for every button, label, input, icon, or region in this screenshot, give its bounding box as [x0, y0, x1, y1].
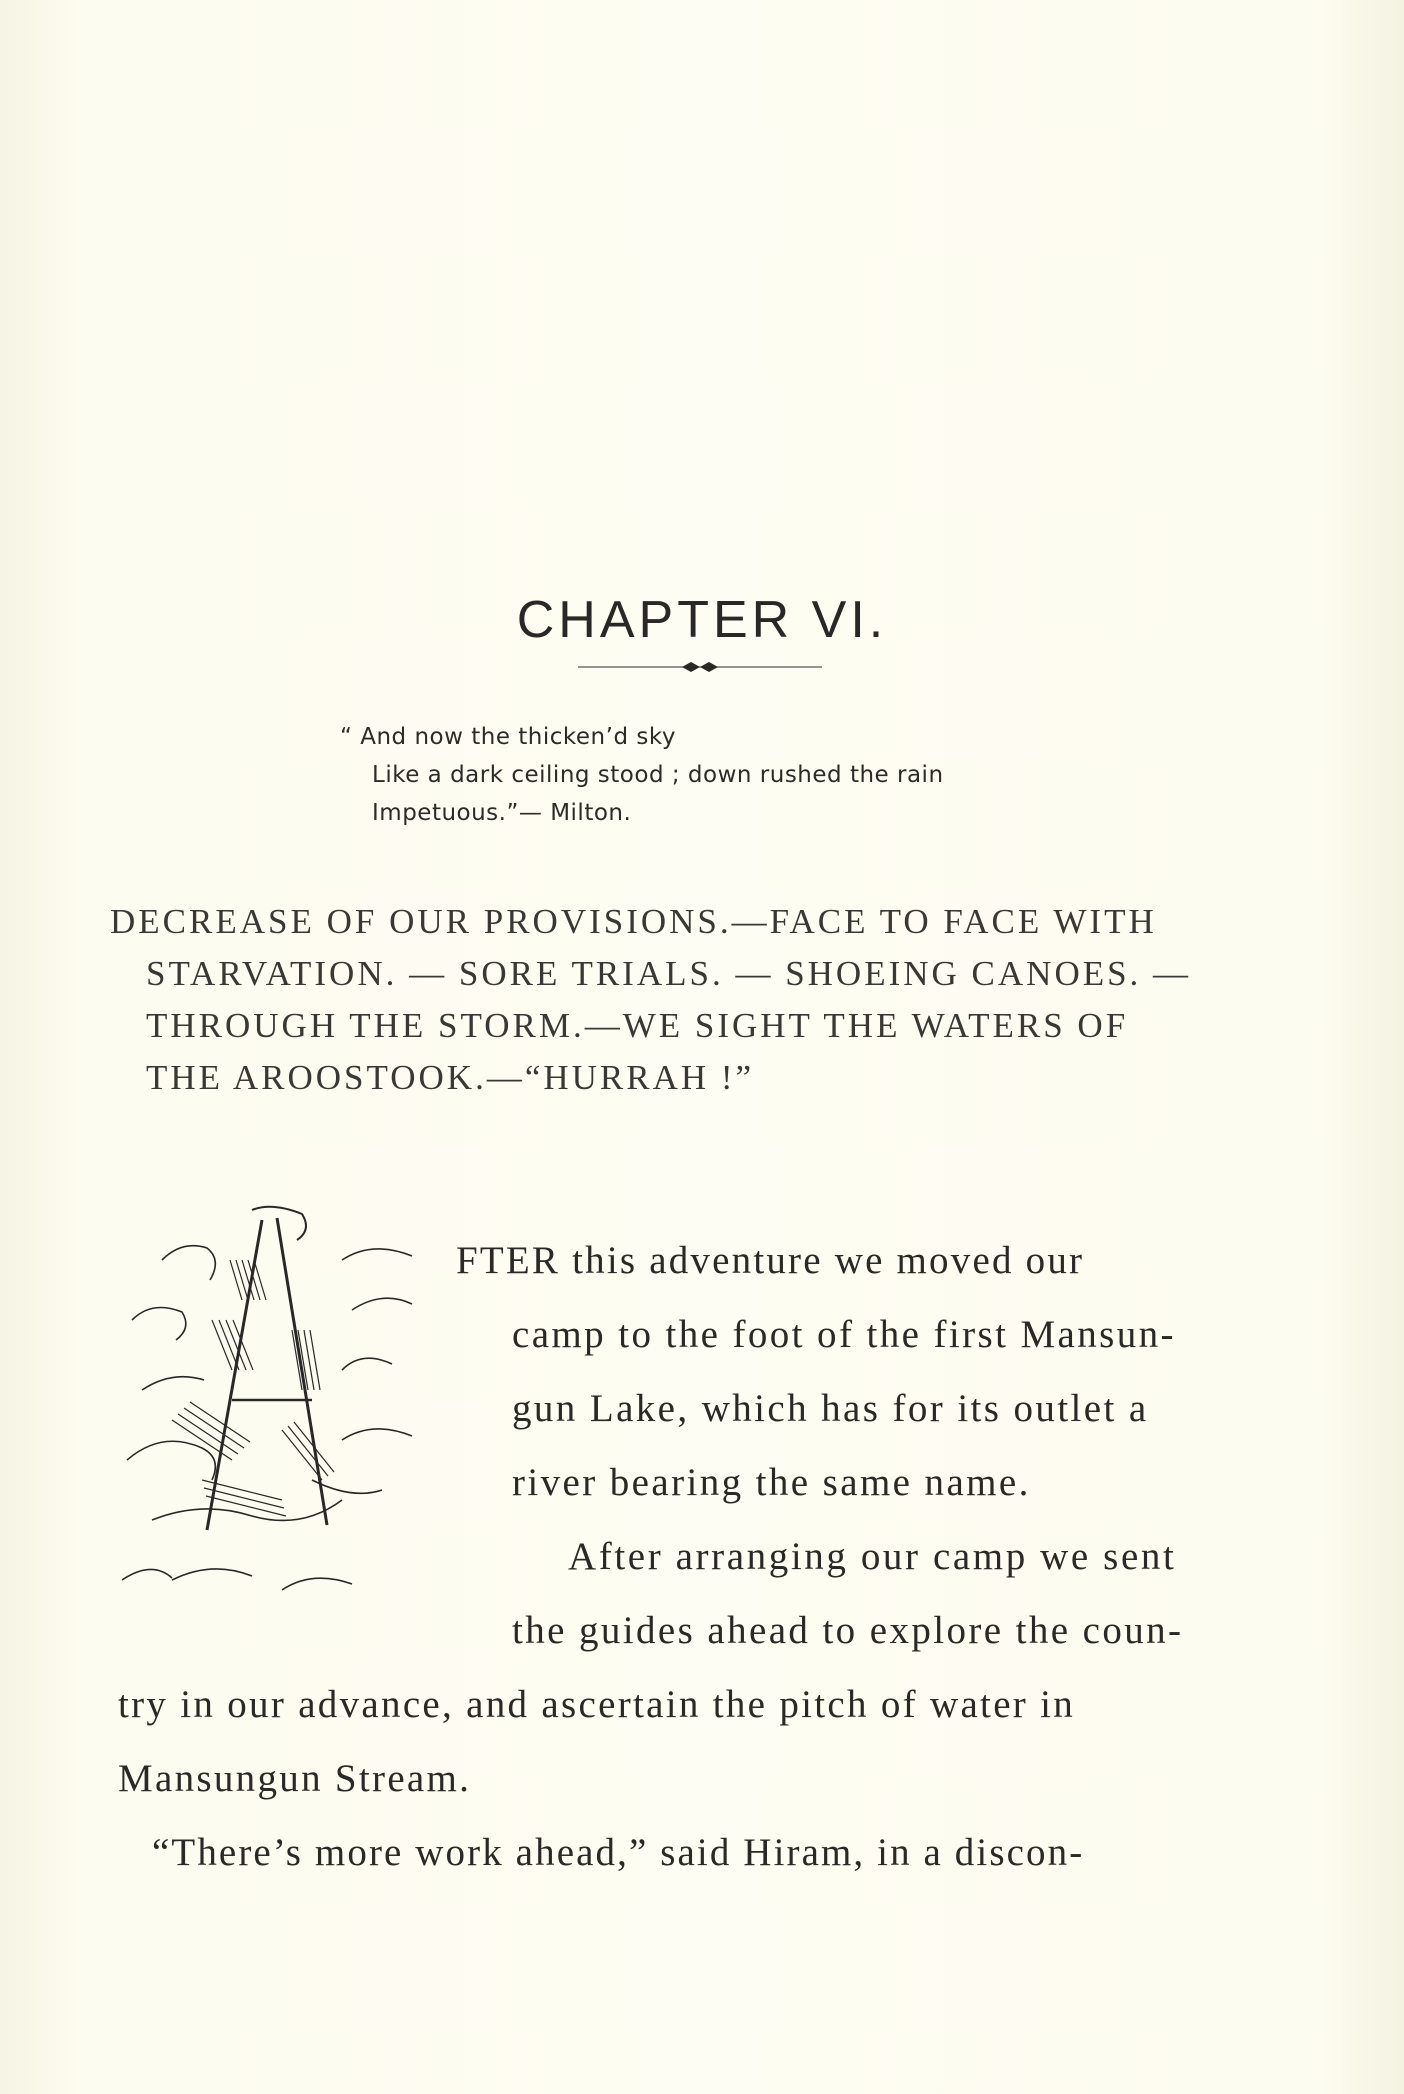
body-line: try in our advance, and ascertain the pitch of water in: [118, 1683, 1076, 1726]
epigraph: [340, 718, 944, 832]
synopsis-line: THROUGH THE STORM.—WE SIGHT THE WATERS OF: [146, 1006, 1129, 1045]
body-line: After arranging our camp we sent: [568, 1535, 1177, 1578]
epigraph-line: “ And now the thicken’d sky: [340, 724, 676, 750]
drop-cap-illustration: [112, 1200, 472, 1630]
body-line: “There’s more work ahead,” said Hiram, in a discon-: [152, 1831, 1085, 1874]
epigraph-line: Like a dark ceiling stood ; down rushed the rain: [372, 762, 944, 788]
body-line: the guides ahead to explore the coun-: [512, 1609, 1184, 1652]
synopsis-line: DECREASE OF OUR PROVISIONS.—FACE TO FACE WITH: [110, 902, 1157, 941]
body-line: camp to the foot of the first Mansun-: [512, 1313, 1176, 1356]
body-line: Mansungun Stream.: [118, 1757, 472, 1800]
synopsis-line: STARVATION. — SORE TRIALS. — SHOEING CANOES. —: [146, 954, 1192, 993]
chapter-title: CHAPTER VI.: [516, 590, 888, 649]
epigraph-attribution: Impetuous.”— Milton.: [372, 800, 632, 826]
chapter-synopsis: [110, 896, 1330, 1104]
body-line: gun Lake, which has for its outlet a: [512, 1387, 1149, 1430]
body-line: river bearing the same name.: [512, 1461, 1031, 1504]
ornamental-rule: [578, 660, 822, 674]
body-line: FTER this adventure we moved our: [456, 1239, 1085, 1282]
synopsis-line: THE AROOSTOOK.—“HURRAH !”: [146, 1058, 755, 1097]
